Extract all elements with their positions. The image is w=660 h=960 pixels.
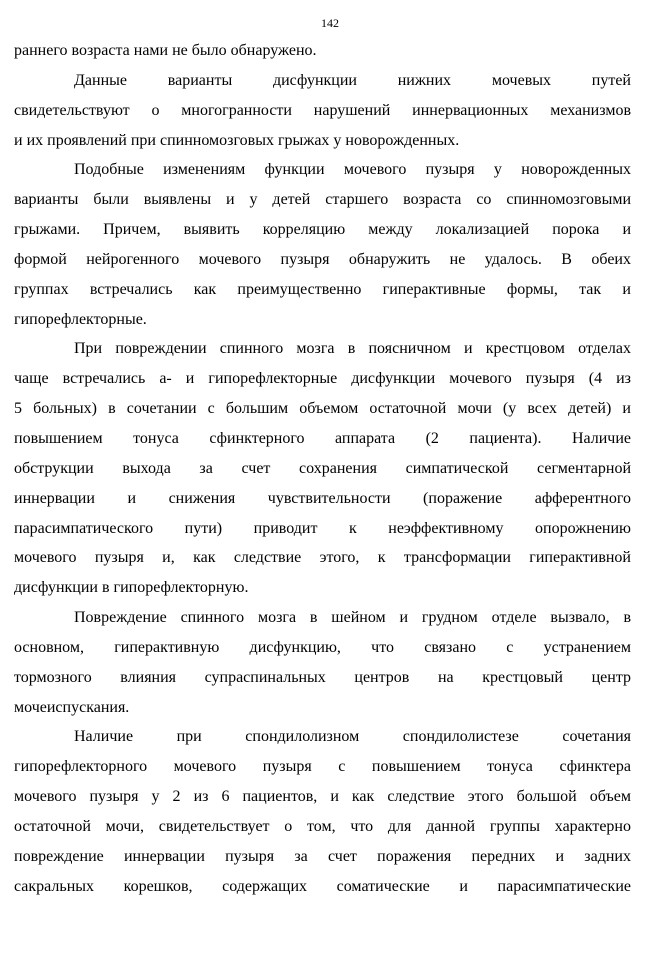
page-number: 142 <box>321 16 339 30</box>
text-line: 5 больных) в сочетании с большим объемом остаточной мочи (у всех детей) и <box>14 400 631 418</box>
paragraph <box>14 36 631 66</box>
paragraph <box>14 603 631 722</box>
text-line: варианты были выявлены и у детей старшего возраста со спинномозговыми <box>14 191 631 209</box>
text-line: сакральных корешков, содержащих соматические и парасимпатические <box>14 877 631 895</box>
text-line: и их проявлений при спинномозговых грыжах у новорожденных. <box>14 131 460 149</box>
paragraph <box>14 155 631 334</box>
text-line: чаще встречались а- и гипорефлекторные дисфункции мочевого пузыря (4 из <box>14 370 631 388</box>
text-line: повреждение иннервации пузыря за счет поражения передних и задних <box>14 847 631 865</box>
text-line: грыжами. Причем, выявить корреляцию между локализацией порока и <box>14 221 631 239</box>
text-line: остаточной мочи, свидетельствует о том, что для данной группы характерно <box>14 817 631 835</box>
text-line: формой нейрогенного мочевого пузыря обнаружить не удалось. В обеих <box>14 250 631 268</box>
body-text <box>14 36 631 901</box>
text-line: парасимпатического пути) приводит к неэффективному опорожнению <box>14 519 631 537</box>
text-line: Повреждение спинного мозга в шейном и грудном отделе вызвало, в <box>74 609 631 627</box>
text-line: мочевого пузыря у 2 из 6 пациентов, и как следствие этого большой объем <box>14 788 631 806</box>
text-line: Наличие при спондилолизном спондилолистезе сочетания <box>74 728 631 746</box>
text-line: тормозного влияния супраспинальных центров на крестцовый центр <box>14 668 631 686</box>
text-line: При повреждении спинного мозга в поясничном и крестцовом отделах <box>74 340 631 358</box>
paragraph <box>14 66 631 156</box>
text-line: повышением тонуса сфинктерного аппарата (2 пациента). Наличие <box>14 429 631 447</box>
text-line: группах встречались как преимущественно гиперактивные формы, так и <box>14 280 631 298</box>
text-line: обструкции выхода за счет сохранения симпатической сегментарной <box>14 459 631 477</box>
text-line: дисфункции в гипорефлекторную. <box>14 579 249 597</box>
text-line: Подобные изменениям функции мочевого пузыря у новорожденных <box>74 161 631 179</box>
paragraph <box>14 722 631 901</box>
text-line: основном, гиперактивную дисфункцию, что связано с устранением <box>14 638 631 656</box>
text-line: гипорефлекторные. <box>14 310 147 328</box>
text-line: иннервации и снижения чувствительности (поражение афферентного <box>14 489 631 507</box>
text-line: мочевого пузыря и, как следствие этого, к трансформации гиперактивной <box>14 549 631 567</box>
text-line: свидетельствуют о многогранности нарушений иннервационных механизмов <box>14 101 631 119</box>
paragraph <box>14 334 631 603</box>
text-line: раннего возраста нами не было обнаружено. <box>14 42 317 59</box>
text-line: гипорефлекторного мочевого пузыря с повышением тонуса сфинктера <box>14 758 631 776</box>
text-line: Данные варианты дисфункции нижних мочевых путей <box>74 71 631 89</box>
text-line: мочеиспускания. <box>14 698 130 716</box>
